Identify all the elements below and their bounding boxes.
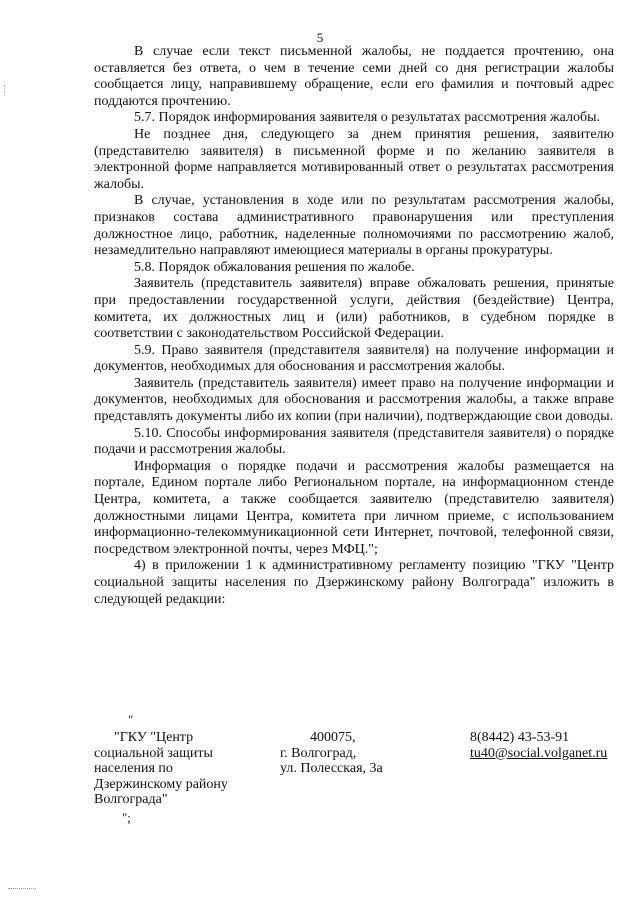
quote-close-mark: "; (122, 810, 131, 825)
address-line: ул. Полесская, 3а (280, 761, 383, 776)
paragraph: Не позднее дня, следующего за днем принятия решения, заявителю (представителю заявителя) в письменной форме и по желанию заявителя в электронной форме направляется мотивированный ответ о результатах рассмотрения жалобы. (94, 126, 614, 192)
institution-name-line: Дзержинскому району (94, 776, 228, 792)
page-number: 5 (316, 30, 324, 45)
paragraph: Информация о порядке подачи и рассмотрения жалобы размещается на портале, Едином портале либо Региональном портале, на информационном стенде Центра, комитета, а также сообщается заявителю (представителю заявителя) должностными лицами Центра, комитета при личном приеме, с использованием информационно-телекоммуникационной сети Интернет, почтовой, телефонной связи, посредством электронной почты, через МФЦ."; (94, 458, 614, 557)
phone-number: 8(8442) 43-53-91 (470, 730, 570, 745)
address-line: г. Волгоград, (280, 745, 357, 761)
section-heading: 5.9. Право заявителя (представителя заявителя) на получение информации и документов, необходимых для обоснования и рассмотрения жалобы. (94, 342, 614, 375)
quote-open-mark: " (128, 712, 134, 727)
paragraph: Заявитель (представитель заявителя) имеет право на получение информации и документов, необходимых для обоснования и рассмотрения жалобы, а также вправе представлять документы либо их копии (при наличии), подтверждающие свои доводы. (94, 375, 614, 425)
section-heading: 5.8. Порядок обжалования решения по жалобе. (134, 259, 415, 275)
footer-mark (8, 888, 36, 889)
institution-address (280, 730, 410, 777)
institution-name-line: Волгограда" (94, 792, 168, 807)
institution-name-line: населения по (94, 761, 173, 776)
section-heading: 5.7. Порядок информирования заявителя о результатах рассмотрения жалобы. (134, 110, 601, 126)
email-link[interactable]: tu40@social.volganet.ru (470, 745, 608, 761)
institution-contacts (470, 730, 630, 761)
institution-name-line: "ГКУ "Центр (114, 730, 194, 745)
document-body (94, 44, 614, 608)
institution-name-line: социальной защиты (94, 745, 213, 761)
paragraph: В случае, установления в ходе или по результатам рассмотрения жалобы, признаков состава административного правонарушения или преступления должностное лицо, работник, наделенные полномочиями по рассмотрению жалоб, незамедлительно направляют имеющиеся материалы в органы прокуратуры. (94, 193, 614, 259)
address-line: 400075, (310, 730, 356, 745)
paragraph: Заявитель (представитель заявителя) вправе обжаловать решения, принятые при предоставлении государственной услуги, действия (бездействие) Центра, комитета, их должностных лиц и (или) работников, в судебном порядке в соответствии с законодательством Российской Федерации. (94, 276, 614, 342)
margin-mark (4, 85, 7, 95)
institution-name (94, 730, 269, 808)
section-heading: 5.10. Способы информирования заявителя (представителя заявителя) о порядке подачи и рассмотрения жалобы. (94, 425, 614, 458)
paragraph: В случае если текст письменной жалобы, не поддается прочтению, она оставляется без ответа, о чем в течение семи дней со дня регистрации жалобы сообщается лицу, направившему обращение, если его фамилия и почтовый адрес поддаются прочтению. (94, 44, 614, 109)
paragraph: 4) в приложении 1 к административному регламенту позицию "ГКУ "Центр социальной защиты населения по Дзержинскому району Волгограда" изложить в следующей редакции: (94, 558, 614, 607)
